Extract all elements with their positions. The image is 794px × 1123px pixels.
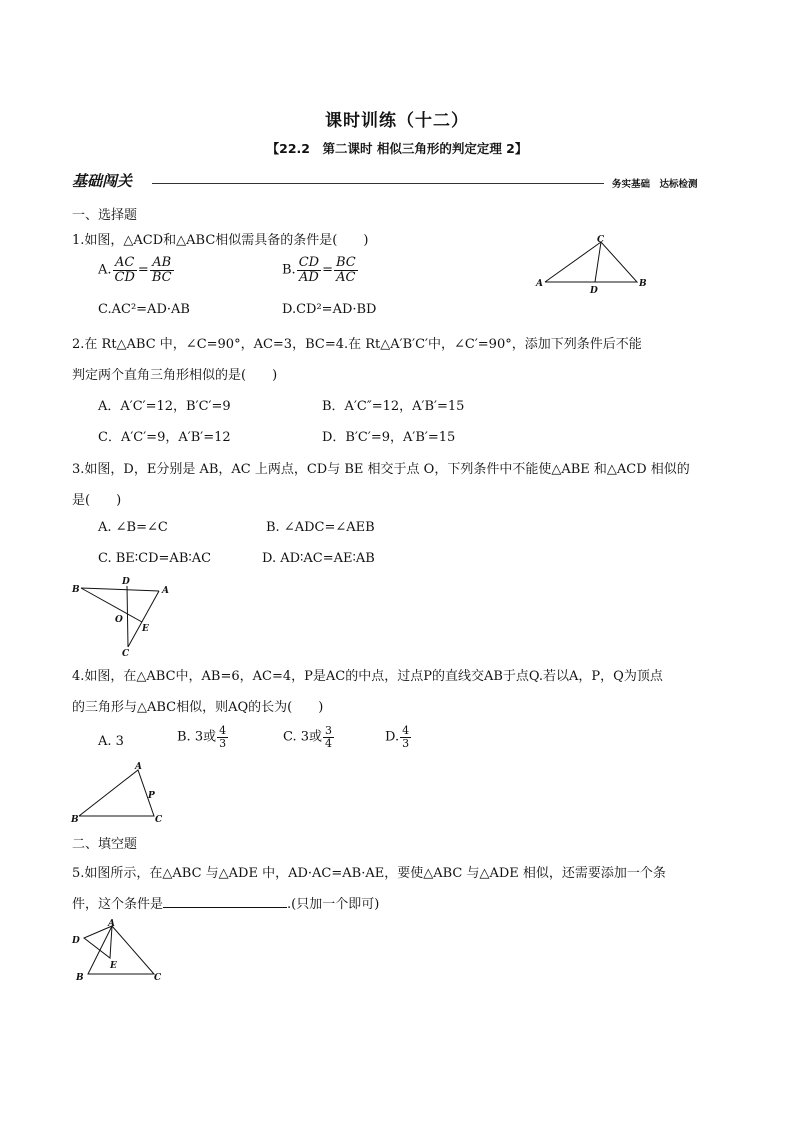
label-c: C xyxy=(155,815,163,825)
banner-right-label: 务实基础 达标检测 xyxy=(612,179,698,190)
label-p: P xyxy=(148,791,155,801)
question-4-option-c xyxy=(283,725,335,749)
label-c: C xyxy=(122,649,130,658)
triangle-abc xyxy=(88,926,154,974)
question-2-option-a: A．A′C′=12，B′C′=9 xyxy=(98,399,231,414)
label-e: E xyxy=(110,961,117,971)
fraction-denominator: BC xyxy=(151,269,172,285)
section-fill-heading: 二、填空题 xyxy=(72,837,138,852)
label-o: O xyxy=(115,615,123,625)
label-a: A xyxy=(135,762,142,772)
segment-cd xyxy=(595,242,601,282)
fraction-4-3 xyxy=(400,725,411,749)
option-d-prefix: D. xyxy=(385,729,400,745)
label-a: A xyxy=(108,919,115,929)
fraction-bc-ac xyxy=(334,256,358,284)
label-b: B xyxy=(76,973,84,983)
question-1-option-c: C.AC²=AD·AB xyxy=(98,302,190,317)
question-1-option-b: B. $\frac{CD}{AD}$ = $\frac{BC}{AC}$ xyxy=(282,255,356,285)
fraction-denominator: 4 xyxy=(325,736,333,750)
segment-ba xyxy=(81,588,159,591)
question-2-line-1: 2.在 Rt△ABC 中，∠C=90°，AC=3，BC=4.在 Rt△A′B′C′中，∠C′=90°，添加下列条件后不能 xyxy=(72,337,642,352)
page-subtitle: 【22.2 第二课时 相似三角形的判定定理 2】 xyxy=(266,141,528,156)
question-3-figure xyxy=(66,574,178,658)
triangle-abc xyxy=(79,770,154,816)
fraction-denominator: CD xyxy=(114,269,135,285)
label-e: E xyxy=(142,624,149,634)
page-title: 课时训练（十二） xyxy=(325,111,469,131)
label-c: C xyxy=(597,235,605,245)
answer-blank[interactable] xyxy=(163,895,287,908)
fraction-denominator: 3 xyxy=(219,736,227,750)
fraction-denominator: AD xyxy=(298,269,319,285)
fraction-numerator: AB xyxy=(150,256,174,271)
segment-ac xyxy=(128,591,159,647)
fraction-cd-ad xyxy=(297,256,321,284)
label-c: C xyxy=(154,973,162,983)
question-2-line-2: 判定两个直角三角形相似的是( ) xyxy=(72,368,278,383)
question-1-option-d: D.CD²=AD·BD xyxy=(282,302,377,317)
question-3-line-2: 是( ) xyxy=(72,493,122,508)
question-5-prefix: 件，这个条件是 xyxy=(72,897,164,912)
fraction-numerator: 4 xyxy=(402,724,410,737)
question-3-option-d: D. AD∶AC=AE∶AB xyxy=(262,551,375,566)
fraction-numerator: BC xyxy=(335,255,356,270)
question-4-line-2: 的三角形与△ABC相似，则AQ的长为( ) xyxy=(72,700,324,715)
fraction-numerator: 4 xyxy=(219,724,227,737)
question-1-figure xyxy=(533,232,653,296)
banner-left-label: 基础闯关 xyxy=(72,172,133,190)
segment-dc xyxy=(127,586,128,647)
label-b: B xyxy=(72,585,80,595)
question-4-line-1: 4.如图，在△ABC中，AB=6，AC=4，P是AC的中点，过点P的直线交AB于点Q.若以A，P，Q为顶点 xyxy=(72,669,663,684)
label-d: D xyxy=(122,577,130,587)
label-b: B xyxy=(71,815,79,825)
fraction-3-4 xyxy=(323,725,334,749)
fraction-numerator: AC xyxy=(113,256,137,271)
question-5-figure xyxy=(66,916,170,986)
banner-divider xyxy=(152,183,604,184)
option-b-label: B. xyxy=(282,262,296,278)
fraction-numerator: 3 xyxy=(325,724,333,737)
question-5-line-2 xyxy=(72,893,379,912)
question-1-stem: 1.如图，△ACD和△ABC相似需具备的条件是( ) xyxy=(72,233,369,248)
label-b: B xyxy=(639,279,647,289)
option-b-prefix: B. 3或 xyxy=(177,729,217,745)
question-5-suffix: .(只加一个即可) xyxy=(287,897,380,912)
fraction-ac-cd xyxy=(113,256,137,284)
question-2-option-c: C．A′C′=9，A′B′=12 xyxy=(98,430,231,445)
question-2-option-b: B．A′C″=12，A′B′=15 xyxy=(322,399,465,414)
question-4-option-a: A. 3 xyxy=(98,734,124,749)
section-choice-heading: 一、选择题 xyxy=(72,208,138,223)
option-a-label: A. xyxy=(98,262,112,278)
question-3-option-b: B. ∠ADC=∠AEB xyxy=(266,520,375,535)
question-4-figure xyxy=(66,758,170,828)
fraction-denominator: 3 xyxy=(402,736,410,750)
segment-be xyxy=(81,588,142,622)
question-3-option-a: A. ∠B=∠C xyxy=(98,520,168,535)
question-3-option-c: C. BE∶CD=AB∶AC xyxy=(98,551,212,566)
label-d: D xyxy=(590,286,598,296)
question-5-line-1: 5.如图所示，在△ABC 与△ADE 中，AD·AC=AB·AE，要使△ABC 与△ADE 相似，还需要添加一个条 xyxy=(72,866,666,881)
label-a: A xyxy=(162,586,169,596)
fraction-denominator: AC xyxy=(336,269,356,285)
label-a: A xyxy=(536,279,543,289)
triangle-abc xyxy=(545,242,637,282)
label-d: D xyxy=(72,936,80,946)
fraction-numerator: CD xyxy=(298,255,320,270)
fraction-4-3 xyxy=(217,725,228,749)
question-2-option-d: D．B′C′=9，A′B′=15 xyxy=(322,430,456,445)
question-4-option-b xyxy=(177,725,229,749)
fraction-ab-bc xyxy=(150,256,174,284)
question-3-line-1: 3.如图，D，E分别是 AB，AC 上两点，CD与 BE 相交于点 O，下列条件中不能使△ABE 和△ACD 相似的 xyxy=(72,462,690,477)
option-c-prefix: C. 3或 xyxy=(283,729,323,745)
question-1-option-a: A. $\frac{AC}{CD}$ = $\frac{AB}{BC}$ xyxy=(98,255,172,285)
question-4-option-d xyxy=(385,725,412,749)
